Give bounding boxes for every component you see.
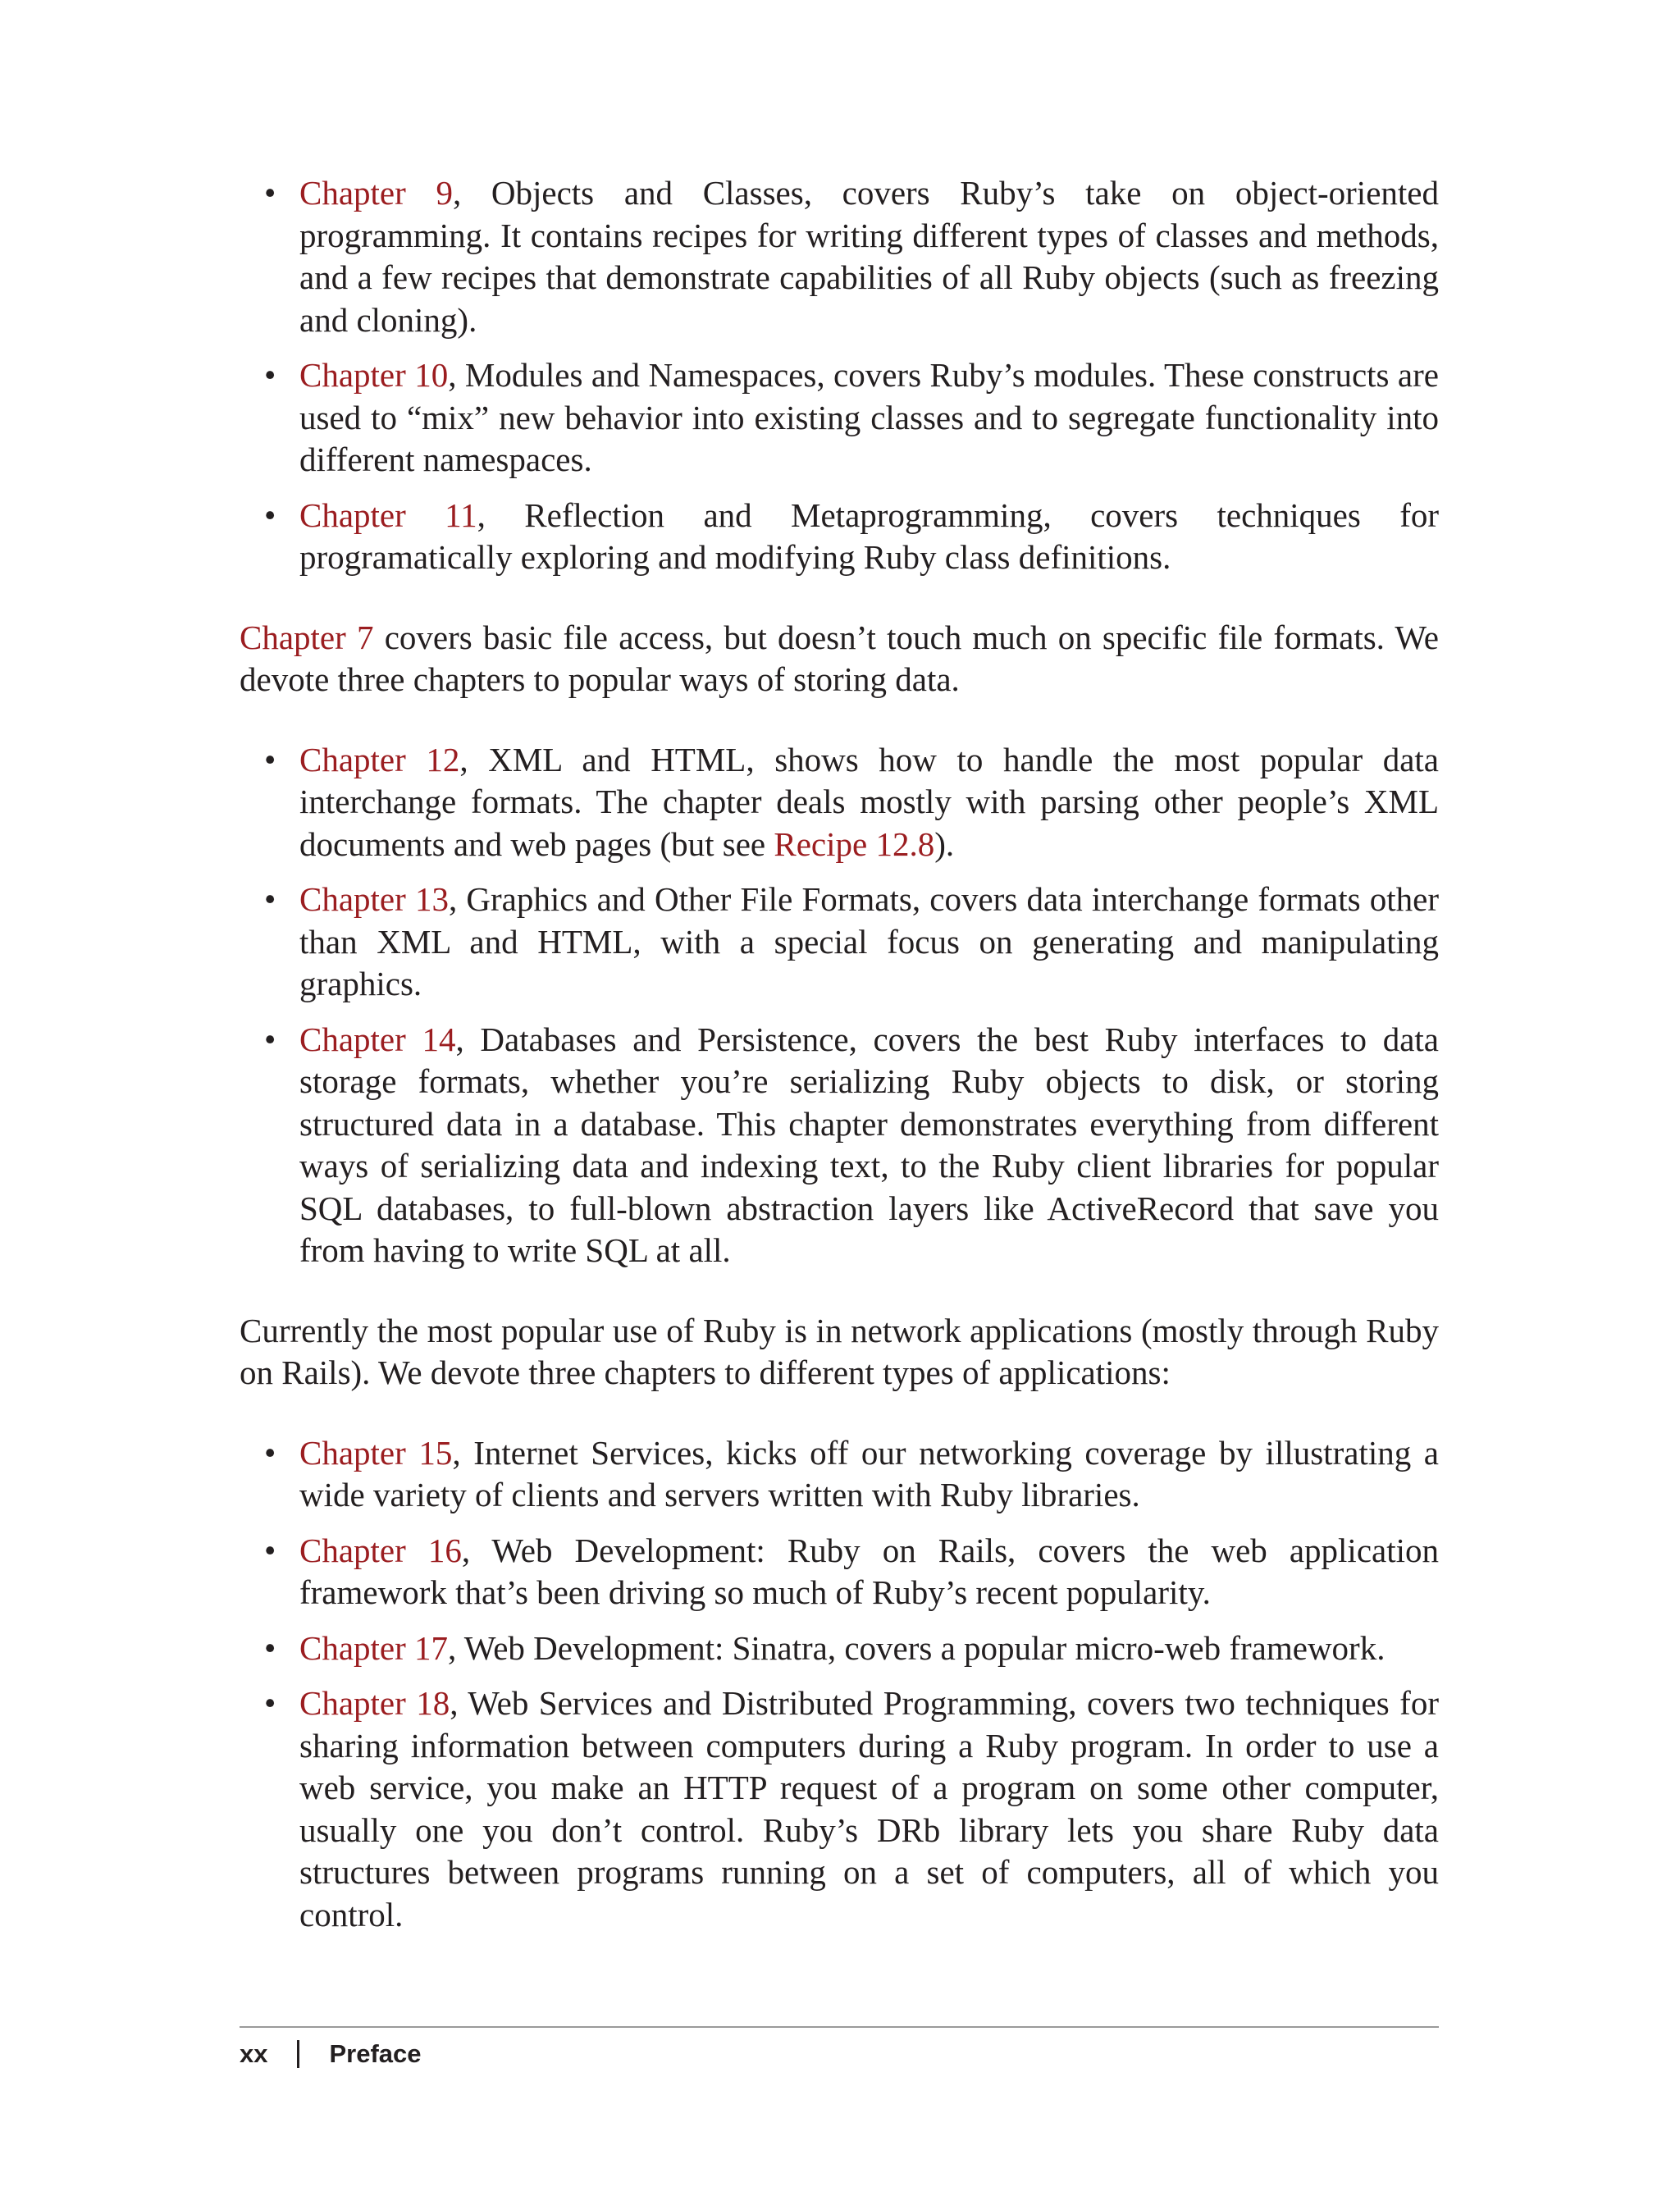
- page-body: [240, 172, 1439, 1936]
- chapter-link[interactable]: Chapter 14: [299, 1020, 456, 1058]
- item-text: , Modules and Namespaces, covers Ruby’s modules. These constructs are used to “mix” new behavior into existing classes and to segregate functionality into different namespaces.: [299, 356, 1439, 478]
- list-item: [240, 495, 1439, 579]
- item-text: , Objects and Classes, covers Ruby’s take on object-oriented programming. It contains recipes for writing different types of classes and methods, and a few recipes that demonstrate capabilities of all Ruby objects (such as freezing and cloning).: [299, 174, 1439, 339]
- chapter-link[interactable]: Chapter 11: [299, 495, 477, 534]
- bullet-icon: •: [264, 880, 276, 918]
- page-footer: [240, 2038, 422, 2070]
- item-text-tail: ).: [934, 824, 955, 863]
- list-item: [240, 172, 1439, 341]
- bullet-icon: •: [264, 740, 276, 778]
- list-item: [240, 1682, 1439, 1936]
- list-item: [240, 879, 1439, 1006]
- paragraph-text: Currently the most popular use of Ruby is in network applications (mostly through Ruby on Rails). We devote three chapters to different types of applications:: [240, 1311, 1439, 1391]
- paragraph-network-apps: [240, 1310, 1439, 1395]
- footer-separator: [297, 2040, 299, 2068]
- bullet-icon: •: [264, 1684, 276, 1722]
- chapter-link[interactable]: Chapter 16: [299, 1531, 462, 1569]
- paragraph-text: covers basic file access, but doesn’t touch much on specific file formats. We devote three chapters to popular ways of storing data.: [240, 618, 1439, 698]
- bullet-icon: •: [264, 495, 276, 534]
- item-text: , Graphics and Other File Formats, covers data interchange formats other than XML and HTML, with a special focus on generating and manipulating graphics.: [299, 880, 1439, 1002]
- item-text: , Web Services and Distributed Programming, covers two techniques for sharing information between computers during a Ruby program. In order to use a web service, you make an HTTP request of a program on some other computer, usually one you don’t control. Ruby’s DRb library lets you share Ruby data structures between programs running on a set of computers, all of which you control.: [299, 1684, 1439, 1933]
- bullet-icon: •: [264, 174, 276, 212]
- chapter-link[interactable]: Chapter 7: [240, 618, 374, 656]
- chapter-link[interactable]: Chapter 17: [299, 1628, 449, 1667]
- chapter-link[interactable]: Chapter 15: [299, 1433, 453, 1472]
- item-text: , Web Development: Ruby on Rails, covers the web application framework that’s been driving so much of Ruby’s recent popularity.: [299, 1531, 1439, 1611]
- recipe-link[interactable]: Recipe 12.8: [774, 824, 935, 863]
- bullet-list-object-chapters: [240, 172, 1439, 579]
- item-text: , Reflection and Metaprogramming, covers techniques for programatically exploring and modifying Ruby class definitions.: [299, 495, 1439, 576]
- chapter-link[interactable]: Chapter 18: [299, 1684, 450, 1722]
- item-text: , Internet Services, kicks off our networking coverage by illustrating a wide variety of clients and servers written with Ruby libraries.: [299, 1433, 1439, 1513]
- chapter-link[interactable]: Chapter 13: [299, 880, 449, 918]
- page-number: xx: [240, 2039, 268, 2068]
- chapter-link[interactable]: Chapter 12: [299, 740, 460, 778]
- bullet-list-network-chapters: [240, 1432, 1439, 1937]
- item-text: , Databases and Persistence, covers the best Ruby interfaces to data storage formats, whether you’re serializing Ruby objects to disk, or storing structured data in a database. This chapter demonstrates everything from different ways of serializing data and indexing text, to the Ruby client libraries for popular SQL databases, to full-blown abstraction layers like ActiveRecord that save you from having to write SQL at all.: [299, 1020, 1439, 1269]
- bullet-icon: •: [264, 1531, 276, 1569]
- bullet-icon: •: [264, 1628, 276, 1667]
- paragraph-data-storage: [240, 617, 1439, 701]
- list-item: [240, 1019, 1439, 1272]
- list-item: [240, 1432, 1439, 1517]
- chapter-link[interactable]: Chapter 10: [299, 356, 449, 394]
- list-item: [240, 1628, 1439, 1670]
- bullet-icon: •: [264, 356, 276, 394]
- list-item: [240, 739, 1439, 866]
- list-item: [240, 1530, 1439, 1614]
- chapter-link[interactable]: Chapter 9: [299, 174, 453, 212]
- bullet-list-data-chapters: [240, 739, 1439, 1272]
- footer-divider: [240, 2026, 1439, 2028]
- item-text: , XML and HTML, shows how to handle the most popular data interchange formats. The chapter deals mostly with parsing other people’s XML documents and web pages (but see: [299, 740, 1439, 863]
- bullet-icon: •: [264, 1020, 276, 1058]
- item-text: , Web Development: Sinatra, covers a popular micro-web framework.: [448, 1628, 1386, 1667]
- list-item: [240, 354, 1439, 482]
- section-title: Preface: [329, 2039, 422, 2068]
- bullet-icon: •: [264, 1433, 276, 1472]
